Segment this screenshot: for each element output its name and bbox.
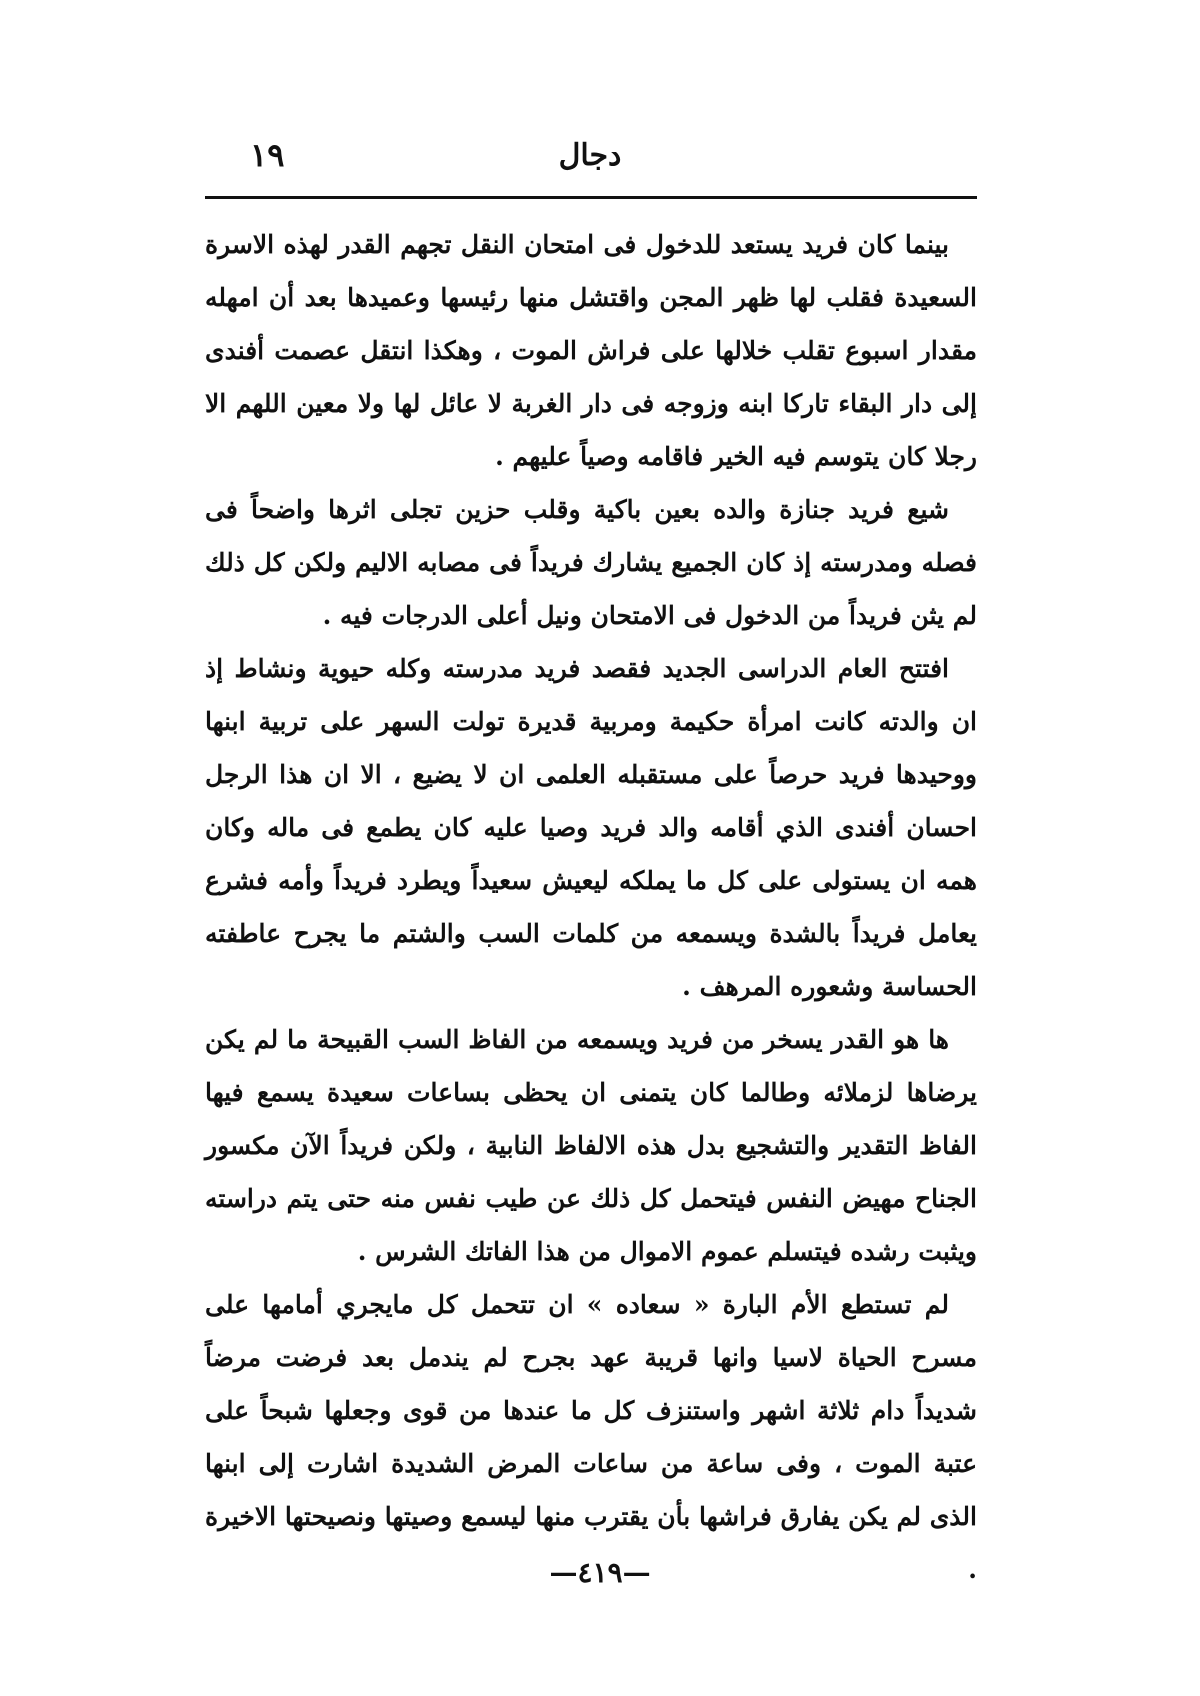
- paragraph-2: شيع فريد جنازة والده بعين باكية وقلب حزين تجلى اثرها واضحاً فى فصله ومدرسته إذ كان الجميع يشارك فريداً فى مصابه الاليم ولكن كل ذلك لم يثن فريداً من الدخول فى الامتحان ونيل أعلى الدرجات فيه .: [205, 495, 977, 630]
- header-page-number: ١٩: [250, 136, 285, 174]
- body-text: [205, 218, 977, 1596]
- page-header: [205, 128, 975, 188]
- paragraph-1: بينما كان فريد يستعد للدخول فى امتحان النقل تجهم القدر لهذه الاسرة السعيدة فقلب لها ظهر المجن واقتشل منها رئيسها وعميدها بعد أن امهله مقدار اسبوع تقلب خلالها على فراش الموت ، وهكذا انتقل عصمت أفندى إلى دار البقاء تاركا ابنه وزوجه فى دار الغربة لا عائل لها ولا معين اللهم الا رجلا كان يتوسم فيه الخير فاقامه وصياً عليهم .: [205, 230, 977, 471]
- running-title: دجال: [558, 138, 622, 173]
- paragraph-3: افتتح العام الدراسى الجديد فقصد فريد مدرسته وكله حيوية ونشاط إذ ان والدته كانت امرأة حكيمة ومربية قديرة تولت السهر على تربية ابنها ووحيدها فريد حرصاً على مستقبله العلمى ان لا يضيع ، الا ان هذا الرجل احسان أفندى الذي أقامه والد فريد وصيا عليه كان يطمع فى ماله وكان همه ان يستولى على كل ما يملكه ليعيش سعيداً ويطرد فريداً وأمه فشرع يعامل فريداً بالشدة ويسمعه من كلمات السب والشتم ما يجرح عاطفته الحساسة وشعوره المرهف .: [205, 654, 977, 1001]
- footer-folio: —٤١٩—: [549, 1556, 651, 1589]
- header-rule: [205, 196, 977, 199]
- paragraph-5: لم تستطع الأم البارة « سعاده » ان تتحمل كل مايجري أمامها على مسرح الحياة لاسيا وانها قريبة عهد بجرح لم يندمل بعد فرضت مرضاً شديداً دام ثلاثة اشهر واستنزف كل ما عندها من قوى وجعلها شبحاً على عتبة الموت ، وفى ساعة من ساعات المرض الشديدة اشارت إلى ابنها الذى لم يكن يفارق فراشها بأن يقترب منها ليسمع وصيتها ونصيحتها الاخيرة .: [205, 1290, 977, 1584]
- paragraph-4: ها هو القدر يسخر من فريد ويسمعه من الفاظ السب القبيحة ما لم يكن يرضاها لزملائه وطالما كان يتمنى ان يحظى بساعات سعيدة يسمع فيها الفاظ التقدير والتشجيع بدل هذه الالفاظ النابية ، ولكن فريداً الآن مكسور الجناح مهيض النفس فيتحمل كل ذلك عن طيب نفس منه حتى يتم دراسته ويثبت رشده فيتسلم عموم الاموال من هذا الفاتك الشرس .: [205, 1025, 977, 1266]
